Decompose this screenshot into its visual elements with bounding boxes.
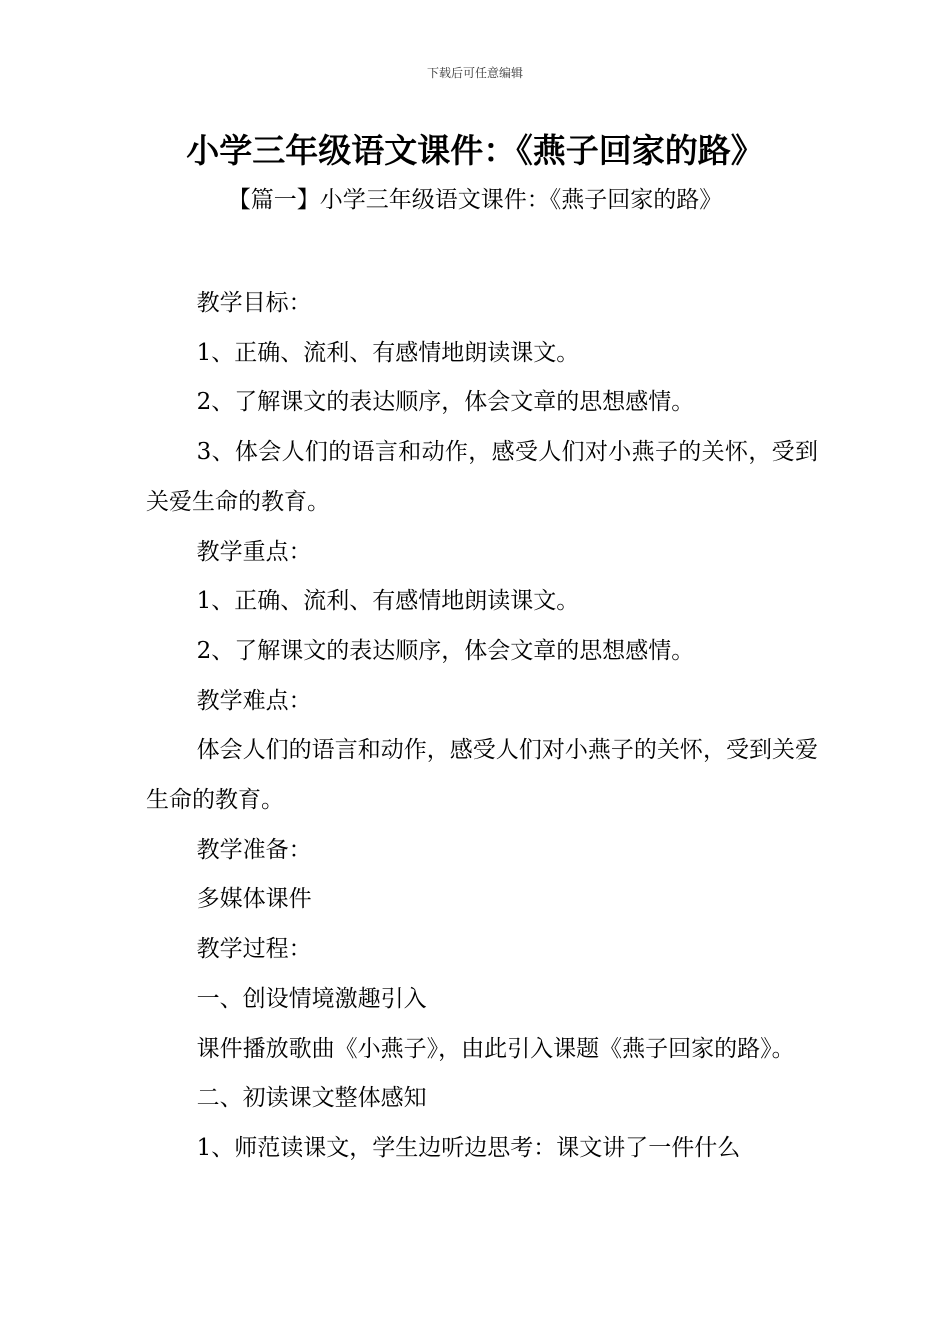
paragraph-goal-2: 2、了解课文的表达顺序，体会文章的思想感情。 — [196, 389, 695, 416]
paragraph-step-2-item-1: 1、师范读课文，学生边听边思考：课文讲了一件什么 — [196, 1134, 741, 1161]
paragraph-key-point-2: 2、了解课文的表达顺序，体会文章的思想感情。 — [196, 637, 695, 664]
document-title: 小学三年级语文课件：《燕子回家的路》 — [186, 131, 764, 170]
document-body — [146, 279, 818, 1174]
paragraph-step-2-heading: 二、初读课文整体感知 — [196, 1085, 427, 1112]
paragraph-difficulty: 体会人们的语言和动作，感受人们对小燕子的关怀，受到关爱生命的教育。 — [146, 737, 818, 814]
paragraph-process-heading: 教学过程： — [196, 936, 312, 963]
paragraph-teaching-goals-heading: 教学目标： — [196, 290, 312, 316]
section-subtitle: 【篇一】小学三年级语文课件：《燕子回家的路》 — [227, 187, 723, 213]
paragraph-step-1: 课件播放歌曲《小燕子》，由此引入课题《燕子回家的路》。 — [196, 1035, 795, 1062]
paragraph-key-point-1: 1、正确、流利、有感情地朗读课文。 — [196, 588, 580, 615]
paragraph-goal-3: 3、体会人们的语言和动作，感受人们对小燕子的关怀，受到关爱生命的教育。 — [146, 439, 818, 515]
page-header-note: 下载后可任意编辑 — [426, 66, 523, 80]
paragraph-step-1-heading: 一、创设情境激趣引入 — [196, 985, 427, 1012]
paragraph-preparation: 多媒体课件 — [196, 886, 312, 913]
paragraph-key-points-heading: 教学重点： — [196, 538, 312, 565]
paragraph-goal-1: 1、正确、流利、有感情地朗读课文。 — [196, 339, 580, 366]
paragraph-difficulty-heading: 教学难点： — [196, 687, 312, 714]
paragraph-preparation-heading: 教学准备： — [196, 836, 312, 863]
